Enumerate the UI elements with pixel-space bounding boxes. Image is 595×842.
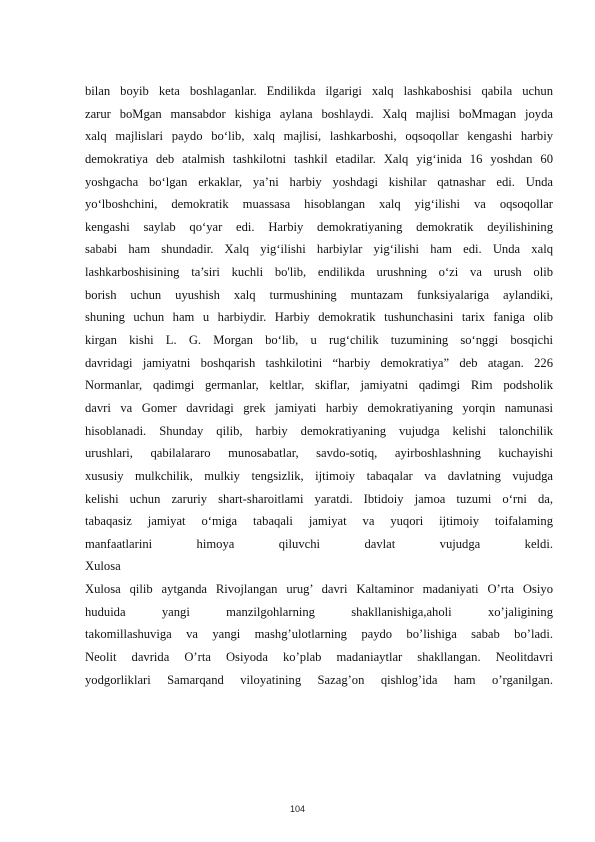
text-line: xususiy mulkchilik, mulkiy tengsizlik, ijtimoiy tabaqalar va davlatning vujudga — [85, 468, 553, 483]
text-line: tabaqasiz jamiyat o‘miga tabaqali jamiyat va yuqori ijtimoiy toifalaming — [85, 514, 553, 529]
text-line: bilan boyib keta boshlaganlar. Endilikda ilgarigi xalq lashkaboshisi qabila uchun — [85, 84, 553, 98]
text-line: manfaatlarini himoya qiluvchi davlat vujudga keldi. — [85, 536, 553, 551]
text-line: Xulosa qilib aytganda Rivojlangan urug’ davri Kaltaminor madaniyati O’rta Osiyo — [85, 582, 553, 597]
page-number: 104 — [289, 804, 306, 814]
text-line: hisoblanadi. Shunday qilib, harbiy demokratiyaning vujudga kelishi talonchilik — [85, 423, 553, 438]
text-line: demokratiya deb atalmish tashkilotni tashkil etadilar. Xalq yig‘inida 16 yoshdan 60 — [85, 151, 553, 166]
text-line: Neolit davrida O’rta Osiyoda ko’plab madaniaytlar shakllangan. Neolitdavri — [85, 650, 553, 665]
text-line: borish uchun uyushish xalq turmushining muntazam funksiyalariga aylandiki, — [85, 287, 553, 302]
text-line: davri va Gomer davridagi grek jamiyati harbiy demokratiyaning yorqin namunasi — [85, 400, 553, 415]
text-line: xalq majlislari paydo bo‘lib, xalq majlisi, lashkarboshi, oqsoqollar kengashi harbiy — [85, 129, 553, 144]
section-heading: Xulosa — [85, 559, 121, 574]
text-line: davridagi jamiyatni boshqarish tashkilotini “harbiy demokratiya” deb atagan. 226 — [85, 355, 553, 370]
text-line: kirgan kishi L. G. Morgan bo‘lib, u rug‘chilik tuzumining so‘nggi bosqichi — [85, 333, 553, 348]
text-line: takomillashuviga va yangi mashg’ulotlarning paydo bo’lishiga sabab bo’ladi. — [85, 627, 553, 642]
text-line: kelishi uchun zaruriy shart-sharoitlami yaratdi. Ibtidoiy jamoa tuzumi o‘rni da, — [85, 491, 553, 506]
text-line: Normanlar, qadimgi germanlar, keltlar, skiflar, jamiyatni qadimgi Rim podsholik — [85, 378, 553, 393]
text-line: sababi ham shundadir. Xalq yig‘ilishi harbiylar yig‘ilishi ham edi. Unda xalq — [85, 242, 553, 257]
text-line: huduida yangi manzilgohlarning shakllanishiga,aholi xo’jaligining — [85, 604, 553, 619]
text-line: lashkarboshisining ta’siri kuchli bo'lib, endilikda urushning o‘zi va urush olib — [85, 265, 553, 280]
text-line: urushlari, qabilalararo munosabatlar, savdo-sotiq, ayirboshlashning kuchayishi — [85, 446, 553, 461]
text-line: shuning uchun ham u harbiydir. Harbiy demokratik tushunchasini tarix faniga olib — [85, 310, 553, 325]
text-line: yo‘lboshchini, demokratik muassasa hisoblangan xalq yig‘ilishi va oqsoqollar — [85, 197, 553, 212]
text-line: kengashi saylab qo‘yar edi. Harbiy demokratiyaning demokratik deyilishining — [85, 219, 553, 234]
body-text — [85, 80, 553, 691]
text-line: yoshgacha bo‘lgan erkaklar, ya’ni harbiy yoshdagi kishilar qatnashar edi. Unda — [85, 174, 553, 189]
text-line: yodgorliklari Samarqand viloyatining Sazag’on qishlog’ida ham o’rganilgan. — [85, 672, 553, 687]
text-line: zarur boMgan mansabdor kishiga aylana boshlaydi. Xalq majlisi boMmagan joyda — [85, 106, 553, 121]
